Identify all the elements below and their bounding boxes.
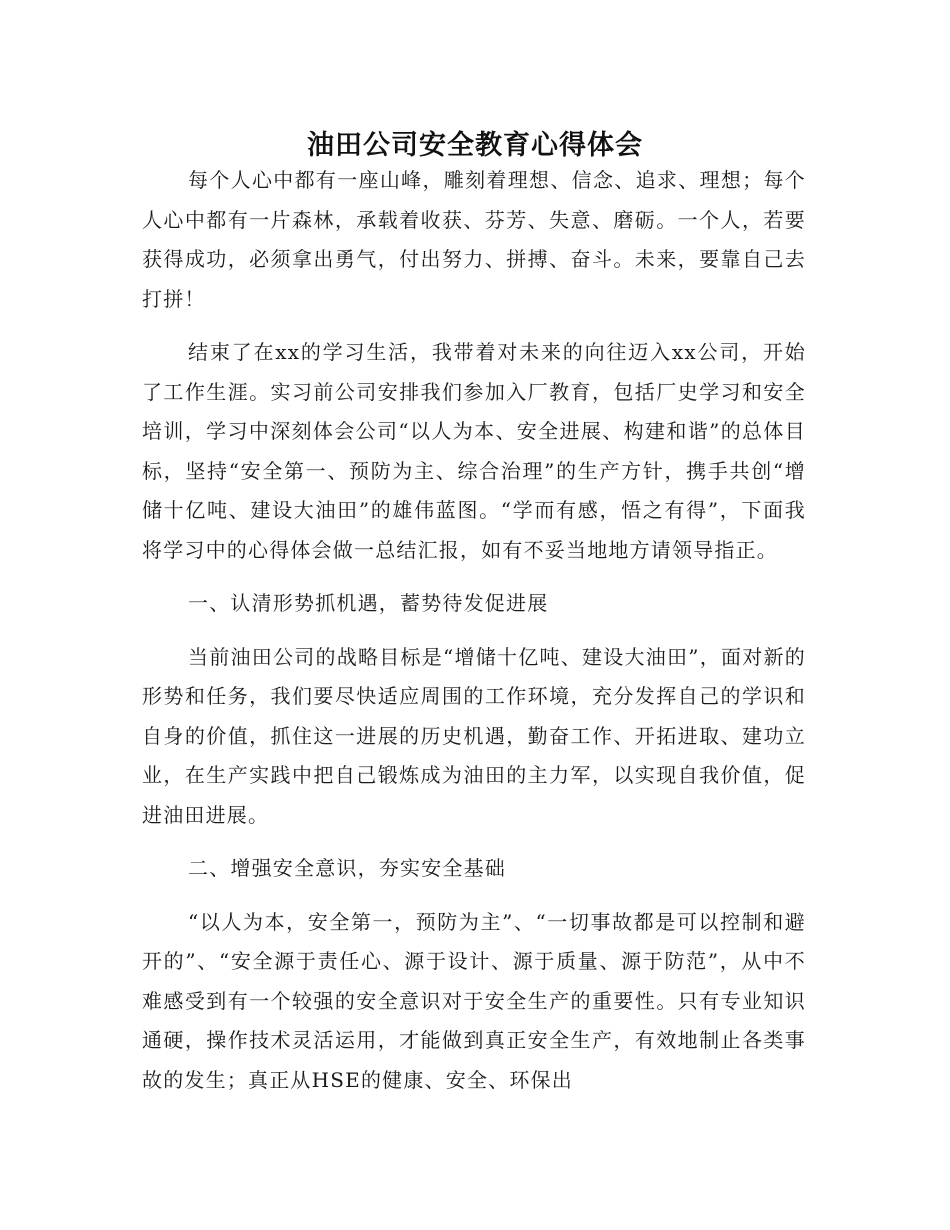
paragraph-section-1: 当前油田公司的战略目标是“增储十亿吨、建设大油田”，面对新的形势和任务，我们要尽快适应周围的工作环境，充分发挥自己的学识和自身的价值，抓住这一进展的历史机遇，勤奋工作、开拓进取、建功立业，在生产实践中把自己锻炼成为油田的主力军，以实现自我价值，促进油田进展。	[142, 644, 806, 827]
section-heading-2: 二、增强安全意识，夯实安全基础	[188, 856, 506, 880]
document-body	[142, 161, 806, 1114]
paragraph-intro: 每个人心中都有一座山峰，雕刻着理想、信念、追求、理想；每个人心中都有一片森林，承载着收获、芬芳、失意、磨砺。一个人，若要获得成功，必须拿出勇气，付出努力、拼搏、奋斗。未来，要靠自己去打拼！	[142, 168, 806, 311]
document-title: 油田公司安全教育心得体会	[307, 130, 643, 162]
section-heading-1: 一、认清形势抓机遇，蓄势待发促进展	[188, 591, 549, 615]
paragraph-section-2: “以人为本，安全第一，预防为主”、“一切事故都是可以控制和避开的”、“安全源于责任心、源于设计、源于质量、源于防范”，从中不难感受到有一个较强的安全意识对于安全生产的重要性。只有专业知识通硬，操作技术灵活运用，才能做到真正安全生产，有效地制止各类事故的发生；真正从HSE的健康、安全、环保出	[142, 909, 806, 1092]
paragraph-background: 结束了在xx的学习生活，我带着对未来的向往迈入xx公司，开始了工作生涯。实习前公司安排我们参加入厂教育，包括厂史学习和安全培训，学习中深刻体会公司“以人为本、安全进展、构建和谐”的总体目标，坚持“安全第一、预防为主、综合治理”的生产方针，携手共创“增储十亿吨、建设大油田”的雄伟蓝图。“学而有感，悟之有得”，下面我将学习中的心得体会做一总结汇报，如有不妥当地地方请领导指正。	[142, 340, 806, 562]
